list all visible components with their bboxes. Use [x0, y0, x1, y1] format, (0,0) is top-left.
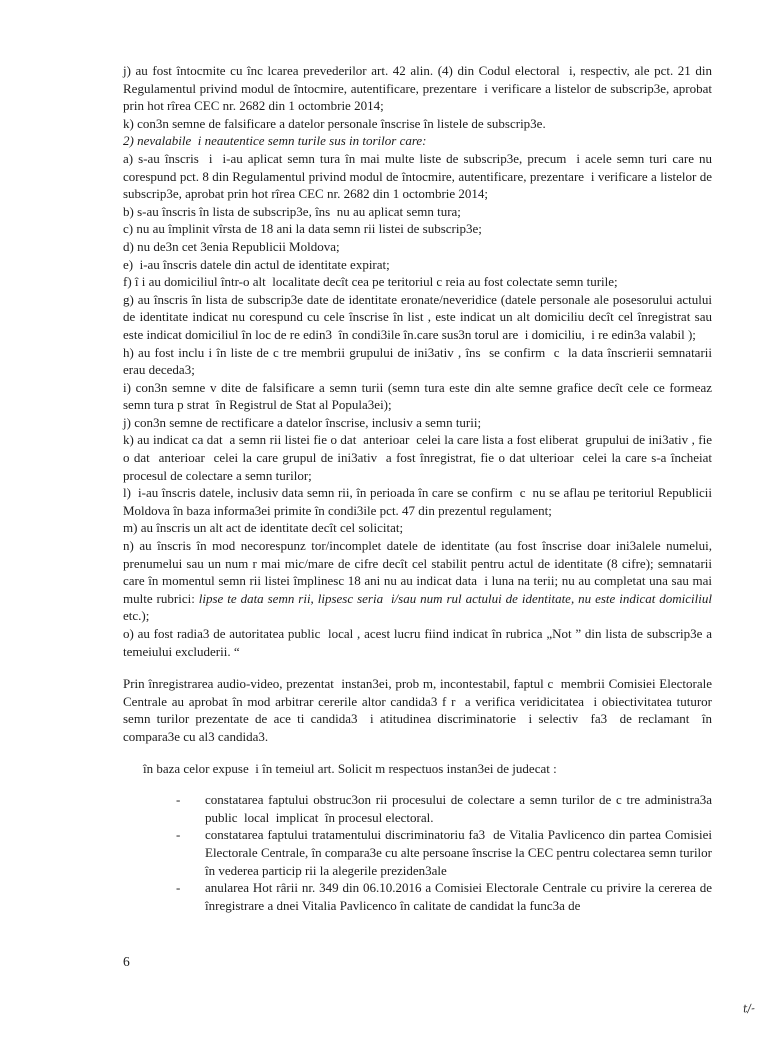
handwritten-initials: t/-	[742, 1001, 756, 1016]
text-run: i) con3n semne v dite de falsificare a semn turii (semn tura este din alte semne grafice decît cele ce formeaz semn tura p strat în Registrul de Stat al Popula3ei);	[123, 379, 719, 413]
text-run: k) con3n semne de falsificare a datelor personale înscrise în listele de subscrip3e.	[123, 115, 546, 131]
request-item-text	[205, 791, 716, 826]
list-item-c	[123, 220, 712, 238]
text-run: c) nu au împlinit vîrsta de 18 ani la data semn rii listei de subscrip3e;	[123, 221, 482, 237]
bullet-dash: -	[176, 880, 181, 896]
text-run: l) i-au înscris datele, inclusiv data semn rii, în perioada în care se confirm c nu se aflau pe teritoriul Republicii Moldova în baza informa3ei primite în condi3ile pct. 47 din prezentul regulament;	[123, 485, 716, 518]
text-run: în baza celor expuse i în temeiul art. Solicit m respectuos instan3ei de judecat :	[143, 760, 557, 776]
text-run: g) au înscris în lista de subscrip3e date de identitate eronate/neveridice (datele personale ale posesorului actului de identitate indicat nu corespund cu cele înscrise în list , este indicat un alt domiciliu decît cel înregistrat sau este indicat domiciliul în loc de re edin3 în condi3ile în.care sus3n torul are i domiciliu, i re edin3a valabil );	[123, 291, 716, 342]
list-item-i	[123, 379, 719, 414]
list-item-n	[123, 537, 716, 625]
bullet-dash: -	[176, 792, 181, 808]
heading-nevalabile	[123, 132, 712, 150]
list-item-k2	[123, 431, 716, 484]
list-item-b	[123, 203, 712, 221]
paragraphs-container	[123, 62, 719, 777]
closing-line	[123, 760, 712, 778]
text-run: b) s-au înscris în lista de subscrip3e, îns nu au aplicat semn tura;	[123, 203, 461, 219]
list-item-e	[123, 256, 712, 274]
list-item-a	[123, 150, 716, 203]
italic-text-run: lipse te data semn rii, lipsesc seria i/sau num rul actului de identitate, nu este indicat domiciliul	[198, 590, 712, 606]
text-run: n) au înscris în mod necorespunz tor/incomplet datele de identitate (au fost înscrise doar ini3alele numelui, prenumelui sau un num r mai mic/mare de cifre decît cel stabilit pentru actul de identitate (8 cifre); semnatarii care în momentul semn rii listei împlinesc 18 ani nu au indicat data i luna na terii; nu au completat una sau mai multe rubrici:	[123, 538, 716, 606]
text-run: j) con3n semne de rectificare a datelor înscrise, inclusiv a semn turii;	[123, 414, 482, 430]
request-item	[176, 879, 716, 914]
bullet-dash: -	[176, 827, 181, 843]
list-item-k	[123, 115, 712, 133]
text-run: 2) nevalabile i neautentice semn turile sus in torilor care:	[123, 133, 427, 149]
text-run: e) i-au înscris datele din actul de identitate expirat;	[123, 256, 390, 272]
list-item-h	[123, 344, 716, 379]
list-item-f	[123, 273, 712, 291]
list-item-g	[123, 291, 716, 344]
text-run: h) au fost inclu i în liste de c tre membrii grupului de ini3ativ , îns se confirm c la data înscrierii semnatarii erau deceda3;	[123, 344, 716, 378]
text-run: etc.);	[123, 590, 716, 624]
request-item-text	[205, 879, 716, 914]
text-run: f) î i au domiciliul într-o alt localitate decît cea pe teritoriul c reia au fost colectate semn turile;	[123, 274, 618, 290]
para-audio-video	[123, 675, 716, 745]
text-run: constatarea faptului tratamentului discriminatoriu fa3 de Vitalia Pavlicenco din partea Comisiei Electorale Centrale, în compara3e cu alte persoane înscrise la CEC pentru colectarea semn turilor în vederea particip rii la alegerile preziden3ale	[205, 827, 716, 878]
list-item-j2	[123, 414, 712, 432]
document-body	[123, 62, 719, 914]
page-number: 6	[123, 954, 130, 969]
request-item-text	[205, 826, 716, 879]
list-item-d	[123, 238, 712, 256]
request-item	[176, 791, 716, 826]
request-list	[123, 791, 716, 914]
text-run: a) s-au înscris i i-au aplicat semn tura în mai multe liste de subscrip3e, precum i acele semn turi care nu corespund pct. 8 din Regulamentul privind modul de întocmire, autentificare, prezentare i verificare a listelor de subscrip3e, aprobat prin hot rîrea CEC nr. 2682 din 1 octombrie 2014;	[123, 150, 716, 202]
text-run: k) au indicat ca dat a semn rii listei fie o dat anterioar celei la care lista a fost eliberat grupului de ini3ativ , fie o dat anterioar celei la care grupul de ini3ativ a fost înregistrat, fie o dat ulterioar celei la care s-a încheiat procesul de colectare a semn turilor;	[123, 432, 716, 483]
list-item-o	[123, 625, 716, 660]
text-run: constatarea faptului obstruc3on rii procesului de colectare a semn turilor de c tre administra3a public local implicat în procesul electoral.	[205, 792, 716, 825]
list-item-m	[123, 519, 712, 537]
text-run: o) au fost radia3 de autoritatea public local , acest lucru fiind indicat în rubrica „Not ” din lista de subscrip3e a temeiului excluderii. “	[123, 626, 716, 659]
list-item-l	[123, 484, 716, 519]
text-run: anularea Hot rârii nr. 349 din 06.10.2016 a Comisiei Electorale Centrale cu privire la cererea de înregistrare a dnei Vitalia Pavlicenco în calitate de candidat la func3a de	[205, 880, 716, 913]
text-run: m) au înscris un alt act de identitate decît cel solicitat;	[123, 520, 404, 536]
list-item-j	[123, 62, 716, 115]
text-run: j) au fost întocmite cu înc lcarea prevederilor art. 42 alin. (4) din Codul electoral i, respectiv, ale pct. 21 din Regulamentul privind modul de întocmire, autentificare, prezentare i verificare a listelor de subscrip3e, aprobat prin hot rîrea CEC nr. 2682 din 1 octombrie 2014;	[123, 63, 716, 114]
text-run: d) nu de3n cet 3enia Republicii Moldova;	[123, 238, 340, 254]
request-item	[176, 826, 716, 879]
text-run: Prin înregistrarea audio-video, prezentat instan3ei, prob m, incontestabil, faptul c membrii Comisiei Electorale Centrale au aprobat în mod arbitrar cererile altor candida3 f r a verifica veridicitatea i obiectivitatea tuturor semn turilor prezentate de ace ti candida3 i atitudinea discriminatorie i selectiv fa3 de reclamant în compara3e cu al3 candida3.	[123, 676, 716, 744]
